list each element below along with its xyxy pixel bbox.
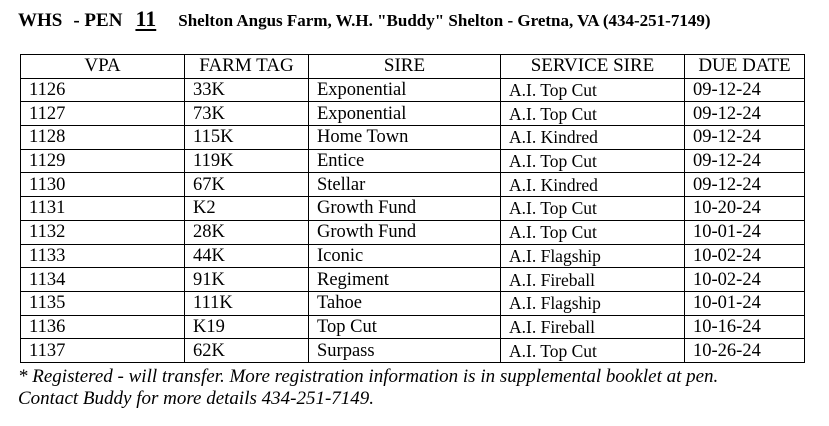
due-date-cell: 09-12-24 bbox=[685, 78, 805, 102]
sire-cell: Regiment bbox=[309, 268, 501, 292]
table-row bbox=[21, 339, 805, 363]
vpa-cell: 1131 bbox=[21, 197, 185, 221]
service-sire-cell: A.I. Kindred bbox=[501, 126, 685, 150]
due-date-cell: 10-01-24 bbox=[685, 220, 805, 244]
farm-tag-cell: 91K bbox=[185, 268, 309, 292]
vpa-cell: 1137 bbox=[21, 339, 185, 363]
col-header-due-date: DUE DATE bbox=[685, 55, 805, 79]
table-row bbox=[21, 268, 805, 292]
vpa-cell: 1128 bbox=[21, 126, 185, 150]
due-date-cell: 09-12-24 bbox=[685, 149, 805, 173]
sire-cell: Stellar bbox=[309, 173, 501, 197]
farm-tag-cell: 28K bbox=[185, 220, 309, 244]
table-row bbox=[21, 315, 805, 339]
service-sire-cell: A.I. Top Cut bbox=[501, 339, 685, 363]
service-sire-cell: A.I. Fireball bbox=[501, 268, 685, 292]
service-sire-cell: A.I. Top Cut bbox=[501, 197, 685, 221]
vpa-cell: 1136 bbox=[21, 315, 185, 339]
table-row bbox=[21, 291, 805, 315]
footnote bbox=[18, 366, 718, 410]
service-sire-cell: A.I. Kindred bbox=[501, 173, 685, 197]
footnote-line-2: Contact Buddy for more details 434-251-7149. bbox=[18, 388, 375, 409]
table-row bbox=[21, 126, 805, 150]
sire-cell: Surpass bbox=[309, 339, 501, 363]
service-sire-cell: A.I. Top Cut bbox=[501, 149, 685, 173]
table-row bbox=[21, 102, 805, 126]
due-date-cell: 10-16-24 bbox=[685, 315, 805, 339]
due-date-cell: 10-20-24 bbox=[685, 197, 805, 221]
farm-tag-cell: 62K bbox=[185, 339, 309, 363]
sire-cell: Iconic bbox=[309, 244, 501, 268]
service-sire-cell: A.I. Flagship bbox=[501, 291, 685, 315]
service-sire-cell: A.I. Top Cut bbox=[501, 78, 685, 102]
farm-tag-cell: K2 bbox=[185, 197, 309, 221]
farm-info: Shelton Angus Farm, W.H. "Buddy" Shelton - Gretna, VA (434-251-7149) bbox=[178, 11, 711, 30]
pen-number: 11 bbox=[135, 6, 157, 31]
cattle-table bbox=[20, 54, 805, 363]
farm-tag-cell: 115K bbox=[185, 126, 309, 150]
due-date-cell: 09-12-24 bbox=[685, 102, 805, 126]
vpa-cell: 1130 bbox=[21, 173, 185, 197]
table-row bbox=[21, 197, 805, 221]
service-sire-cell: A.I. Top Cut bbox=[501, 220, 685, 244]
table-row bbox=[21, 220, 805, 244]
vpa-cell: 1129 bbox=[21, 149, 185, 173]
farm-tag-cell: K19 bbox=[185, 315, 309, 339]
vpa-cell: 1127 bbox=[21, 102, 185, 126]
table-row bbox=[21, 149, 805, 173]
vpa-cell: 1134 bbox=[21, 268, 185, 292]
service-sire-cell: A.I. Top Cut bbox=[501, 102, 685, 126]
sale-prefix: WHS bbox=[18, 10, 63, 31]
sire-cell: Growth Fund bbox=[309, 197, 501, 221]
col-header-sire: SIRE bbox=[309, 55, 501, 79]
due-date-cell: 10-26-24 bbox=[685, 339, 805, 363]
due-date-cell: 09-12-24 bbox=[685, 126, 805, 150]
due-date-cell: 10-01-24 bbox=[685, 291, 805, 315]
sire-cell: Exponential bbox=[309, 102, 501, 126]
sire-cell: Growth Fund bbox=[309, 220, 501, 244]
vpa-cell: 1133 bbox=[21, 244, 185, 268]
farm-tag-cell: 119K bbox=[185, 149, 309, 173]
due-date-cell: 10-02-24 bbox=[685, 244, 805, 268]
vpa-cell: 1132 bbox=[21, 220, 185, 244]
farm-tag-cell: 33K bbox=[185, 78, 309, 102]
pen-header bbox=[18, 6, 711, 40]
service-sire-cell: A.I. Fireball bbox=[501, 315, 685, 339]
farm-tag-cell: 44K bbox=[185, 244, 309, 268]
farm-tag-cell: 73K bbox=[185, 102, 309, 126]
col-header-vpa: VPA bbox=[21, 55, 185, 79]
sire-cell: Home Town bbox=[309, 126, 501, 150]
sire-cell: Entice bbox=[309, 149, 501, 173]
service-sire-cell: A.I. Flagship bbox=[501, 244, 685, 268]
vpa-cell: 1126 bbox=[21, 78, 185, 102]
footnote-line-1: * Registered - will transfer. More registration information is in supplemental booklet at pen. bbox=[18, 366, 719, 387]
farm-tag-cell: 111K bbox=[185, 291, 309, 315]
farm-tag-cell: 67K bbox=[185, 173, 309, 197]
sire-cell: Tahoe bbox=[309, 291, 501, 315]
table-body bbox=[21, 78, 805, 362]
table-header-row bbox=[21, 55, 805, 79]
col-header-service-sire: SERVICE SIRE bbox=[501, 55, 685, 79]
pen-label: - PEN bbox=[73, 10, 123, 31]
due-date-cell: 09-12-24 bbox=[685, 173, 805, 197]
due-date-cell: 10-02-24 bbox=[685, 268, 805, 292]
sire-cell: Exponential bbox=[309, 78, 501, 102]
table-row bbox=[21, 173, 805, 197]
table-row bbox=[21, 244, 805, 268]
sire-cell: Top Cut bbox=[309, 315, 501, 339]
col-header-farm-tag: FARM TAG bbox=[185, 55, 309, 79]
vpa-cell: 1135 bbox=[21, 291, 185, 315]
table-row bbox=[21, 78, 805, 102]
